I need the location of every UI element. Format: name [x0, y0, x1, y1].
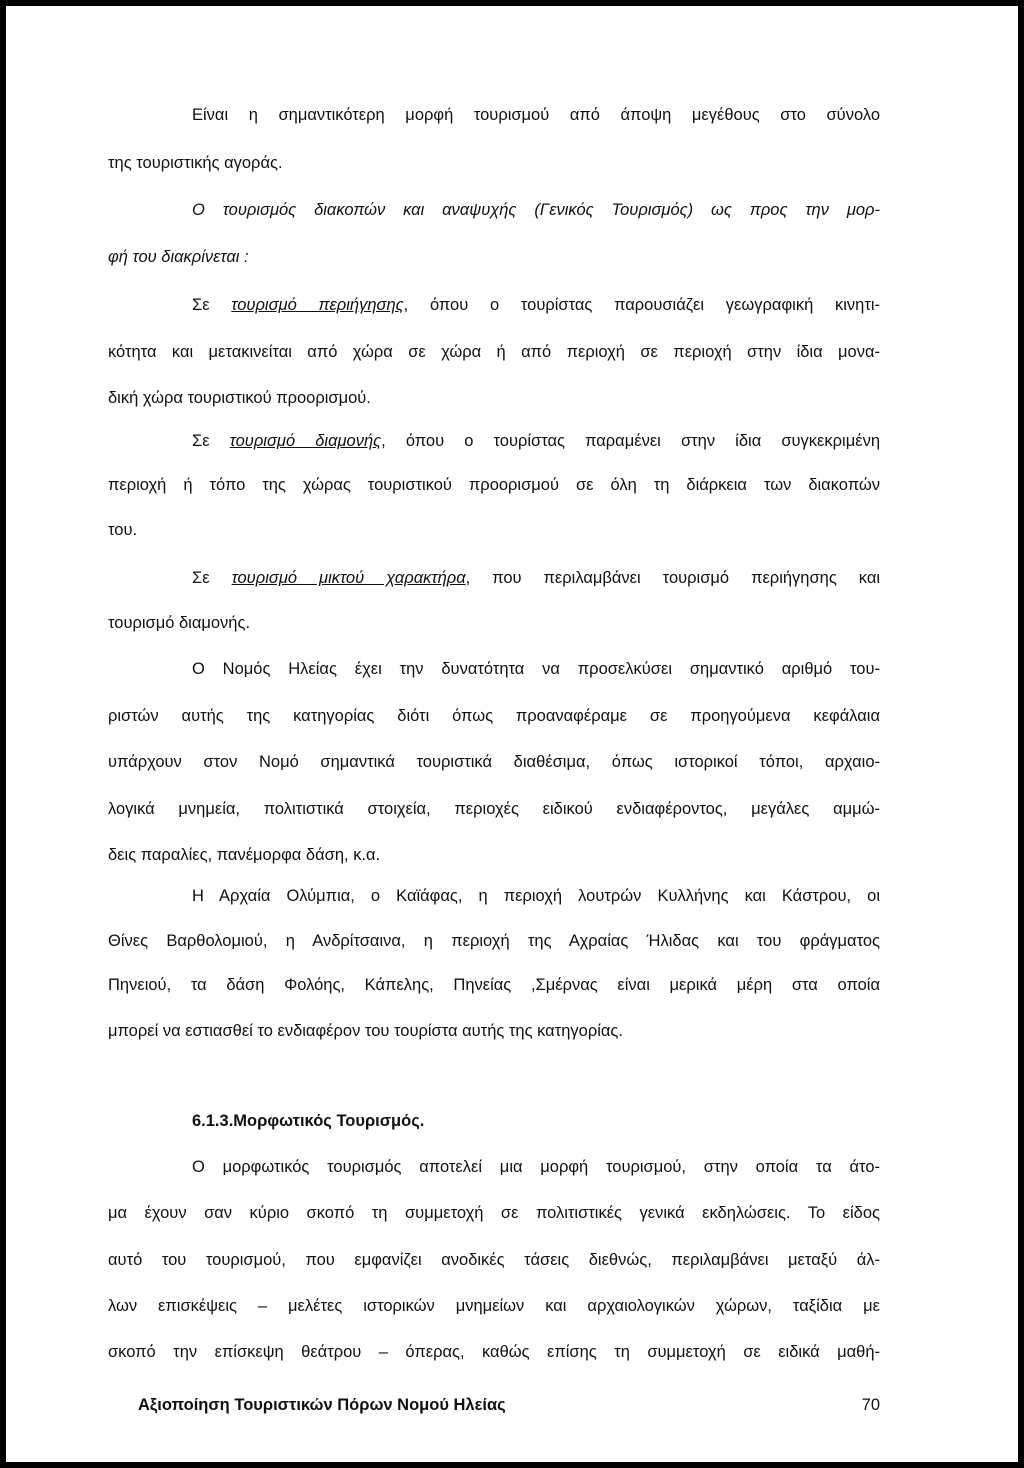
paragraph-3-line-3: δική χώρα τουριστικού προορισμού. [108, 389, 371, 407]
paragraph-2-line-2: φή του διακρίνεται : [108, 248, 249, 266]
paragraph-4-prefix: Σε [192, 432, 230, 450]
paragraph-3-line-1 [192, 295, 880, 315]
paragraph-8-line-2: μα έχουν σαν κύριο σκοπό τη συμμετοχή σε πολιτιστικές γενικά εκδηλώσεις. Το είδος [108, 1204, 880, 1222]
paragraph-8-line-1: Ο μορφωτικός τουρισμός αποτελεί μια μορφή τουρισμού, στην οποία τα άτο- [192, 1158, 880, 1176]
paragraph-4-line-1 [192, 431, 880, 451]
paragraph-7-line-2: Θίνες Βαρθολομιού, η Ανδρίτσαινα, η περιοχή της Αχραίας Ήλιδας και του φράγματος [108, 932, 880, 950]
paragraph-4-term: τουρισμό διαμονής [229, 432, 382, 450]
paragraph-8-line-4: λων επισκέψεις – μελέτες ιστορικών μνημείων και αρχαιολογικών χώρων, ταξίδια με [108, 1297, 880, 1315]
paragraph-3-prefix: Σε [192, 296, 232, 314]
section-heading: 6.1.3.Μορφωτικός Τουρισμός. [192, 1112, 425, 1130]
paragraph-7-line-1: Η Αρχαία Ολύμπια, ο Καϊάφας, η περιοχή λουτρών Κυλλήνης και Κάστρου, οι [192, 887, 880, 905]
paragraph-6-line-1: Ο Νομός Ηλείας έχει την δυνατότητα να προσελκύσει σημαντικό αριθμό του- [192, 660, 880, 678]
paragraph-1-line-1: Είναι η σημαντικότερη μορφή τουρισμού από άποψη μεγέθους στο σύνολο [192, 106, 880, 124]
paragraph-5-rest: , που περιλαμβάνει τουρισμό περιήγησης και [465, 569, 881, 587]
paragraph-7-line-3: Πηνειού, τα δάση Φολόης, Κάπελης, Πηνείας ,Σμέρνας είναι μερικά μέρη στα οποία [108, 976, 880, 994]
paragraph-8-line-3: αυτό του τουρισμού, που εμφανίζει ανοδικές τάσεις διεθνώς, περιλαμβάνει μεταξύ άλ- [108, 1251, 880, 1269]
paragraph-6-line-5: δεις παραλίες, πανέμορφα δάση, κ.α. [108, 846, 381, 864]
paragraph-3-rest: , όπου ο τουρίστας παρουσιάζει γεωγραφική κινητι- [403, 296, 880, 314]
page-footer [138, 1395, 880, 1415]
paragraph-5-line-1 [192, 568, 880, 588]
document-page [6, 6, 1018, 1462]
paragraph-7-line-4: μπορεί να εστιασθεί το ενδιαφέρον του τουρίστα αυτής της κατηγορίας. [108, 1022, 623, 1040]
footer-title: Αξιοποίηση Τουριστικών Πόρων Νομού Ηλείας [138, 1396, 506, 1414]
paragraph-6-line-2: ριστών αυτής της κατηγορίας διότι όπως προαναφέραμε σε προηγούμενα κεφάλαια [108, 707, 880, 725]
paragraph-3-line-2: κότητα και μετακινείται από χώρα σε χώρα ή από περιοχή σε περιοχή στην ίδια μονα- [108, 343, 880, 361]
paragraph-5-line-2: τουρισμό διαμονής. [108, 614, 251, 632]
paragraph-4-line-2: περιοχή ή τόπο της χώρας τουριστικού προορισμού σε όλη τη διάρκεια των διακοπών [108, 476, 880, 494]
paragraph-4-line-3: του. [108, 521, 138, 539]
paragraph-3-term: τουρισμό περιήγησης [231, 296, 404, 314]
paragraph-8-line-5: σκοπό την επίσκεψη θεάτρου – όπερας, καθώς επίσης τη συμμετοχή σε ειδικά μαθή- [108, 1343, 880, 1361]
paragraph-6-line-4: λογικά μνημεία, πολιτιστικά στοιχεία, περιοχές ειδικού ενδιαφέροντος, μεγάλες αμμώ- [108, 800, 880, 818]
page-number: 70 [861, 1396, 880, 1414]
paragraph-6-line-3: υπάρχουν στον Νομό σημαντικά τουριστικά διαθέσιμα, όπως ιστορικοί τόποι, αρχαιο- [108, 753, 880, 771]
paragraph-5-term: τουρισμό μικτού χαρακτήρα [231, 569, 466, 587]
paragraph-5-prefix: Σε [192, 569, 232, 587]
paragraph-2-line-1: Ο τουρισμός διακοπών και αναψυχής (Γενικός Τουρισμός) ως προς την μορ- [192, 201, 880, 219]
paragraph-4-rest: , όπου ο τουρίστας παραμένει στην ίδια συγκεκριμένη [381, 432, 880, 450]
paragraph-1-line-2: της τουριστικής αγοράς. [108, 154, 283, 172]
